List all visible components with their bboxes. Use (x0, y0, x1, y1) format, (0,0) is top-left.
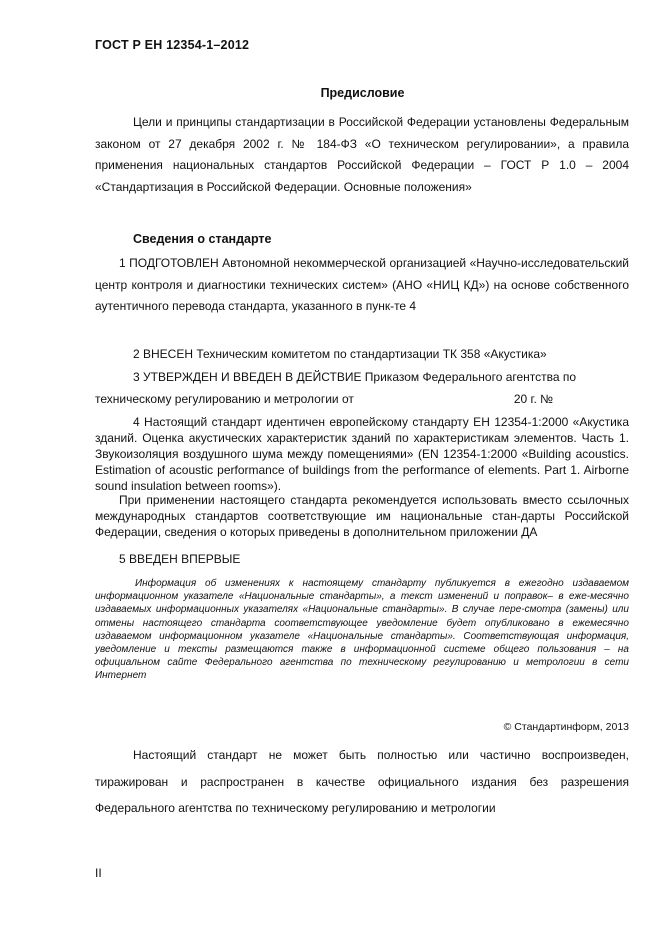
subheading: Сведения о стандарте (133, 232, 272, 246)
section-title: Предисловие (320, 86, 405, 100)
change-notice: Информация об изменениях к настоящему стандарту публикуется в ежегодно издаваемом информационном указателе «Национальные стандарты», а текст изменений и поправок– в еже-месячно издаваемых информационных указателях «Национальные стандарты». В случае пере-смотра (замены) или отмены настоящего стандарта соответствующее уведомление будет опубликовано в ежемесячно издаваемом информационном указателе «Национальные стандарты». Соответствующая информация, уведомление и тексты размещаются также в информационной системе общего пользования – на официальном сайте Федерального агентства по техническому регулированию и метрологии в сети Интернет (95, 578, 629, 682)
item-4-paragraph: 4 Настоящий стандарт идентичен европейскому стандарту ЕН 12354-1:2000 «Акустика зданий. Оценка акустических характеристик зданий по характеристикам элементов. Часть 1. Звукоизоляция воздушного шума между помещениями» (EN 12354-1:2000 «Building acoustics. Estimation of acoustic performance of buildings from the performance of elements. Part 1. Airborne sound insulation between rooms»). (95, 415, 629, 493)
page-number: II (95, 866, 102, 880)
copyright-line: © Стандартинформ, 2013 (503, 721, 629, 733)
item-2-paragraph: 2 ВНЕСЕН Техническим комитетом по стандартизации ТК 358 «Акустика» (133, 347, 547, 361)
reproduction-paragraph: Настоящий стандарт не может быть полностью или частично воспроизведен, тиражирован и распространен в качестве официального издания без разрешения Федерального агентства по техническому регулированию и метрологии (95, 748, 629, 815)
item-3-line-1: 3 УТВЕРЖДЕН И ВВЕДЕН В ДЕЙСТВИЕ Приказом Федерального агентства по (133, 370, 577, 384)
item-4-continuation: При применении настоящего стандарта рекомендуется использовать вместо ссылочных международных стандартов соответствующие им национальные стан-дарты Российской Федерации, сведения о которых приведены в дополнительном приложении ДА (95, 493, 629, 539)
item-1-paragraph: 1 ПОДГОТОВЛЕН Автономной некоммерческой организацией «Научно-исследовательский центр контроля и диагностики технических систем» (АНО «НИЦ КД») на основе собственного аутентичного перевода стандарта, указанного в пунк-те 4 (95, 256, 629, 313)
item-3-line-2-left: техническому регулированию и метрологии от (95, 392, 354, 406)
item-5-paragraph: 5 ВВЕДЕН ВПЕРВЫЕ (119, 552, 241, 566)
item-3-line-2 (95, 389, 553, 411)
document-code-header: ГОСТ Р ЕН 12354-1–2012 (95, 38, 250, 52)
intro-paragraph: Цели и принципы стандартизации в Российской Федерации установлены Федеральным законом от 27 декабря 2002 г. № 184-ФЗ «О техническом регулировании», а правила применения национальных стандартов Российской Федерации – ГОСТ Р 1.0 – 2004 «Стандартизация в Российской Федерации. Основные положения» (95, 115, 629, 194)
item-3-line-2-right: 20 г. № (513, 392, 553, 406)
